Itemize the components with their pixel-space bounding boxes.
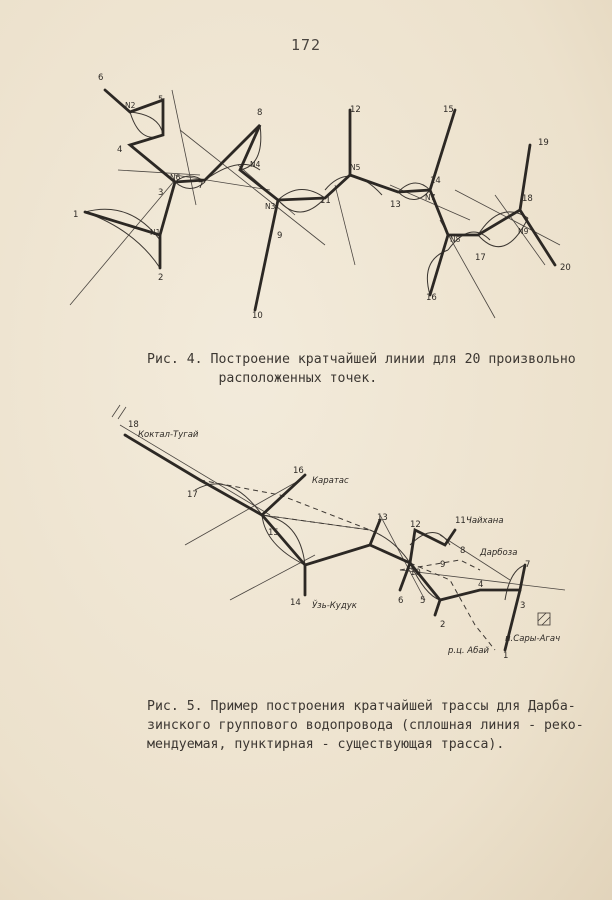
place-chaikana: Чайхана [466,516,504,526]
fig4-node-N4: N4 [250,160,261,169]
fig5-label-18: 18 [128,420,139,430]
fig4-caption-line-2: расположенных точек. [147,371,378,386]
fig4-label-4: 4 [117,145,123,155]
place-koktal-tugai: Коктал-Тугай [138,430,199,440]
fig5-label-12: 12 [410,520,421,530]
fig4-caption-line-1: Рис. 4. Построение кратчайшей линии для 20 произвольно [147,352,576,367]
fig5-label-1: 1 [503,651,509,661]
fig4-label-13: 13 [390,200,401,210]
fig4-node-N5: N5 [350,163,361,172]
fig5-label-4: 4 [478,580,484,590]
fig5-label-11: 11 [455,516,466,526]
figure-5-caption [147,697,584,754]
fig5-label-5: 5 [420,596,426,606]
fig4-label-20: 20 [560,263,571,273]
fig4-label-6: 6 [98,73,104,83]
fig4-label-19: 19 [538,138,549,148]
fig4-label-15: 15 [443,105,454,115]
fig5-label-17: 17 [187,490,198,500]
fig4-node-N2: N2 [125,101,136,110]
fig4-label-17: 17 [475,253,486,263]
place-abai: р.ц. Абай [448,646,490,656]
fig4-node-N3: N3 [265,202,276,211]
place-karatas: Каратас [312,476,349,486]
fig4-node-labels [125,101,529,244]
fig5-label-9: 9 [440,560,446,570]
fig4-node-N6: N6 [170,173,181,182]
fig4-label-16: 16 [426,293,437,303]
figure-5-diagram [0,395,612,675]
place-darboza: Дарбоза [480,548,518,558]
fig4-label-5: 5 [158,95,164,105]
fig4-node-N1: N1 [150,228,161,237]
place-sary-agach: п.Сары-Агач [505,634,561,644]
fig4-label-2: 2 [158,273,164,283]
fig5-label-2: 2 [440,620,446,630]
fig4-label-3: 3 [158,188,164,198]
fig4-label-8: 8 [257,108,263,118]
figure-4-diagram [0,70,612,340]
fig4-label-9: 9 [277,231,283,241]
figure-4-caption [147,350,576,388]
fig4-label-10: 10 [252,311,263,321]
place-uzkuduk: Ўзь-Кудук [312,601,357,611]
fig4-label-18: 18 [522,194,533,204]
fig4-node-N8: N8 [450,235,461,244]
fig4-label-1: 1 [73,210,79,220]
fig5-label-8: 8 [460,546,466,556]
fig5-label-3: 3 [520,601,526,611]
fig5-recommended-route [125,435,525,650]
fig5-caption-line-1: Рис. 5. Пример построения кратчайшей трассы для Дарба- [147,699,576,714]
fig5-label-7: 7 [525,560,531,570]
fig5-place-names [138,430,560,656]
fig5-label-15: 15 [268,528,279,538]
page-number: 172 [290,36,322,54]
fig4-label-11: 11 [320,196,331,206]
fig5-caption-line-3: мендуемая, пунктирная - существующая трасса). [147,737,505,752]
fig5-label-14: 14 [290,598,301,608]
fig5-label-10: 10 [410,568,421,578]
fig5-point-labels [128,420,530,661]
fig5-label-6: 6 [398,596,404,606]
fig4-label-14: 14 [430,176,441,186]
fig5-caption-line-2: зинского группового водопровода (сплошная линия - реко- [147,718,584,733]
fig5-hatched-symbol [538,613,550,625]
fig5-label-13: 13 [377,513,388,523]
fig4-label-12: 12 [350,105,361,115]
fig4-construction-lines [70,90,560,318]
fig5-label-16: 16 [293,466,304,476]
fig4-node-N7: N7 [425,193,436,202]
fig4-node-N9: N9 [518,227,529,236]
fig5-arcs [195,484,525,600]
fig4-label-7: 7 [198,181,204,191]
